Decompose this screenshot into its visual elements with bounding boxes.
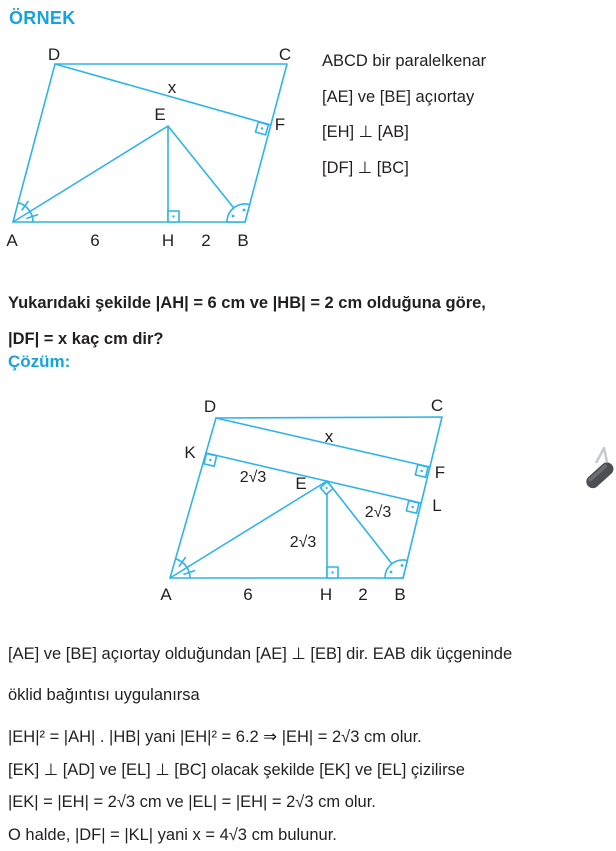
fig2-label-F: F <box>434 463 446 482</box>
solution-line-5: |EK| = |EH| = 2√3 cm ve |EL| = |EH| = 2√3 cm olur. <box>8 793 376 811</box>
figure1-parallelogram-diagram <box>0 36 310 251</box>
fig2-label-x: x <box>324 427 334 446</box>
solution-line-6: O halde, |DF| = |KL| yani x = 4√3 cm bulunur. <box>8 826 337 844</box>
pen-clip-shape <box>596 448 607 463</box>
segment-AE <box>13 126 168 222</box>
figure1-labels <box>6 45 291 250</box>
example-heading: ÖRNEK <box>9 8 76 28</box>
question-line-1: Yukarıdaki şekilde |AH| = 6 cm ve |HB| = 2 cm olduğuna göre, <box>8 294 486 312</box>
fig1-length-AH: 6 <box>90 231 100 250</box>
fig2-length-EH: 2√3 <box>289 534 317 551</box>
fig1-label-D: D <box>47 45 61 64</box>
solution-line-3: |EH|² = |AH| . |HB| yani |EH|² = 6.2 ⇒ |EH| = 2√3 cm olur. <box>8 728 422 746</box>
fig1-length-HB: 2 <box>201 231 211 250</box>
given-statements <box>322 44 486 186</box>
right-angle-mark-F <box>415 465 428 478</box>
solution-line-1: [AE] ve [BE] açıortay olduğundan [AE] ⊥ [EB] dir. EAB dik üçgeninde <box>8 645 513 663</box>
solution-heading: Çözüm: <box>8 352 71 371</box>
angle-bisector-mark-A <box>18 202 37 223</box>
segment-DF <box>216 418 430 467</box>
fig2-length-HB: 2 <box>358 585 368 604</box>
solution-line-4: [EK] ⊥ [AD] ve [EL] ⊥ [BC] olacak şekilde [EK] ve [EL] çizilirse <box>8 761 465 779</box>
question-line-2: |DF| = x kaç cm dir? <box>8 330 164 348</box>
pen-nib-shape <box>586 460 616 491</box>
right-angle-mark-H <box>327 567 338 578</box>
fig1-label-A: A <box>6 231 18 250</box>
fig2-label-K: K <box>184 443 196 462</box>
fig2-label-H: H <box>319 585 333 604</box>
figure2-solution-diagram <box>140 390 470 605</box>
figure1-lines <box>13 64 287 222</box>
fig2-length-EK: 2√3 <box>239 469 267 486</box>
right-angle-mark-F <box>255 122 268 135</box>
figure2-lines <box>170 417 442 578</box>
pen-tip-image <box>586 440 616 500</box>
angle-bisector-mark-B <box>385 560 407 578</box>
fig1-label-x: x <box>167 78 177 97</box>
fig2-label-A: A <box>160 585 172 604</box>
fig1-label-B: B <box>237 231 249 250</box>
fig2-label-D: D <box>203 397 217 416</box>
fig2-label-B: B <box>394 585 406 604</box>
angle-bisector-mark-A <box>176 558 195 579</box>
question-text <box>8 285 612 357</box>
angle-bisector-mark-B <box>227 204 250 222</box>
fig2-label-L: L <box>432 496 442 515</box>
parallelogram-outline <box>13 64 287 222</box>
parallelogram-outline <box>170 417 442 578</box>
solution-line-2: öklid bağıntısı uygulanırsa <box>8 686 200 704</box>
given-line: [EH] ⊥ [AB] <box>322 123 409 141</box>
segment-KL <box>206 453 421 503</box>
fig1-label-C: C <box>278 45 292 64</box>
fig2-length-AH: 6 <box>243 585 253 604</box>
fig1-label-H: H <box>161 231 175 250</box>
fig1-label-E: E <box>154 105 166 124</box>
fig2-length-EL: 2√3 <box>364 504 392 521</box>
right-angle-mark-K <box>204 454 217 467</box>
fig1-label-F: F <box>274 115 286 134</box>
given-line: [DF] ⊥ [BC] <box>322 158 409 177</box>
given-line: ABCD bir paralelkenar <box>322 52 487 70</box>
given-line: [AE] ve [BE] açıortay <box>322 87 475 106</box>
right-angle-mark-L <box>406 501 419 514</box>
fig2-label-E: E <box>295 474 307 493</box>
fig2-label-C: C <box>430 396 444 415</box>
right-angle-mark-H <box>168 211 179 222</box>
